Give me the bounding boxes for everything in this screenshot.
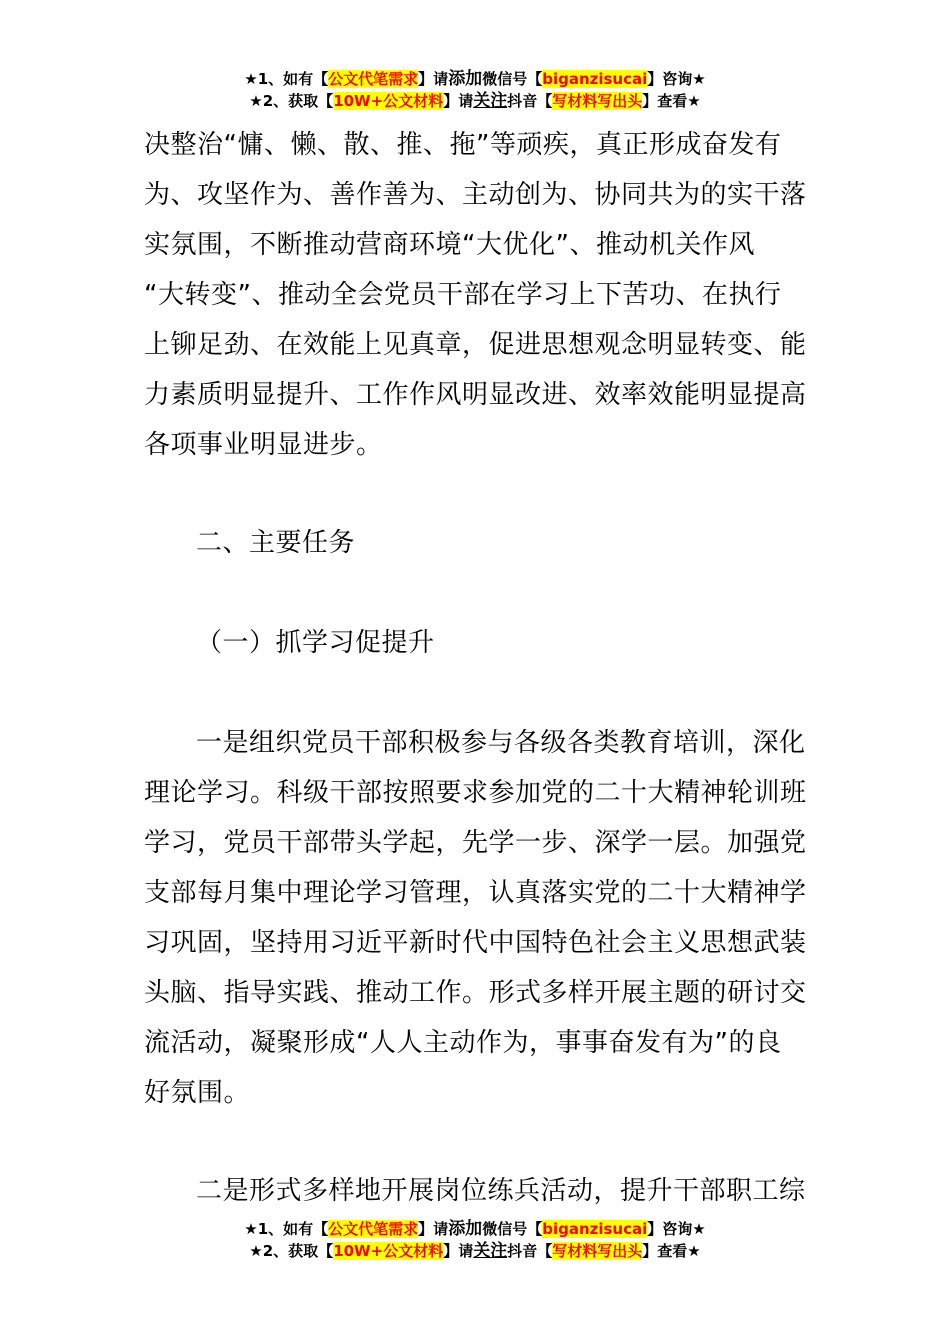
banner-line-2 xyxy=(0,1240,950,1262)
star-icon: ★ xyxy=(692,70,706,88)
text-line: 实氛围，不断推动营商环境“大优化”、推动机关作风 xyxy=(144,230,755,260)
text-line: 二是形式多样地开展岗位练兵活动，提升干部职工综 xyxy=(196,1176,806,1206)
banner-highlight: 10W+公文材料 xyxy=(333,92,444,110)
banner-wechat-id: biganzisucai xyxy=(542,70,648,88)
star-icon: ★ xyxy=(692,1220,706,1238)
text-line: 支部每月集中理论学习管理，认真落实党的二十大精神学 xyxy=(144,878,807,908)
text-line: 学习，党员干部带头学起，先学一步、深学一层。加强党 xyxy=(144,828,807,858)
banner-text: 1、如有【 xyxy=(257,70,329,88)
banner-emphasis: 关注 xyxy=(473,91,508,111)
banner-line-1 xyxy=(0,1218,950,1240)
banner-text: 】请 xyxy=(418,70,449,88)
text-line: 上铆足劲、在效能上见真章，促进思想观念明显转变、能 xyxy=(144,330,807,360)
banner-text: 2、获取【 xyxy=(262,1242,334,1260)
banner-douyin-id: 写材料写出头 xyxy=(552,92,643,110)
subsection-title: （一）抓学习促提升 xyxy=(196,628,435,658)
banner-text: 1、如有【 xyxy=(257,1220,329,1238)
text-line: “大转变”、推动全会党员干部在学习上下苦功、在执行 xyxy=(144,280,782,310)
paragraph-intro xyxy=(144,120,808,470)
banner-highlight: 公文代笔需求 xyxy=(328,1220,419,1238)
banner-line-1 xyxy=(0,68,950,90)
banner-text: 】咨询 xyxy=(647,70,693,88)
banner-text: 抖音【 xyxy=(507,1242,553,1260)
text-line: 习巩固，坚持用习近平新时代中国特色社会主义思想武装 xyxy=(144,928,807,958)
text-line: 为、攻坚作为、善作善为、主动创为、协同共为的实干落 xyxy=(144,180,807,210)
banner-text: 抖音【 xyxy=(507,92,553,110)
star-icon: ★ xyxy=(687,92,701,110)
banner-text: 】请 xyxy=(418,1220,449,1238)
banner-text: 微信号【 xyxy=(482,70,543,88)
text-line: 一是组织党员干部积极参与各级各类教育培训，深化 xyxy=(196,728,806,758)
banner-emphasis: 添加 xyxy=(448,69,483,89)
star-icon: ★ xyxy=(244,1220,258,1238)
text-line: 决整治“慵、懒、散、推、拖”等顽疾，真正形成奋发有 xyxy=(144,130,782,160)
text-line: 理论学习。科级干部按照要求参加党的二十大精神轮训班 xyxy=(144,778,807,808)
banner-text: 】查看 xyxy=(642,1242,688,1260)
section-heading xyxy=(144,518,808,568)
banner-douyin-id: 写材料写出头 xyxy=(552,1242,643,1260)
text-line: 各项事业明显进步。 xyxy=(144,430,383,460)
banner-highlight: 10W+公文材料 xyxy=(333,1242,444,1260)
star-icon: ★ xyxy=(249,1242,263,1260)
footer-banner xyxy=(0,1218,950,1262)
paragraph-one xyxy=(144,718,808,1118)
banner-text: 】查看 xyxy=(642,92,688,110)
banner-wechat-id: biganzisucai xyxy=(542,1220,648,1238)
text-line: 好氛围。 xyxy=(144,1078,251,1108)
banner-text: 微信号【 xyxy=(482,1220,543,1238)
subsection-heading xyxy=(144,618,808,668)
banner-text: 】请 xyxy=(443,1242,474,1260)
text-line: 头脑、指导实践、推动工作。形式多样开展主题的研讨交 xyxy=(144,978,807,1008)
banner-highlight: 公文代笔需求 xyxy=(328,70,419,88)
paragraph-two xyxy=(144,1166,808,1216)
banner-emphasis: 添加 xyxy=(448,1219,483,1239)
header-banner xyxy=(0,68,950,112)
banner-line-2 xyxy=(0,90,950,112)
banner-text: 】咨询 xyxy=(647,1220,693,1238)
star-icon: ★ xyxy=(244,70,258,88)
banner-text: 2、获取【 xyxy=(262,92,334,110)
section-title: 二、主要任务 xyxy=(196,528,356,558)
star-icon: ★ xyxy=(687,1242,701,1260)
banner-text: 】请 xyxy=(443,92,474,110)
text-line: 力素质明显提升、工作作风明显改进、效率效能明显提高 xyxy=(144,380,807,410)
banner-emphasis: 关注 xyxy=(473,1241,508,1261)
star-icon: ★ xyxy=(249,92,263,110)
text-line: 流活动，凝聚形成“人人主动作为，事事奋发有为”的良 xyxy=(144,1028,782,1058)
